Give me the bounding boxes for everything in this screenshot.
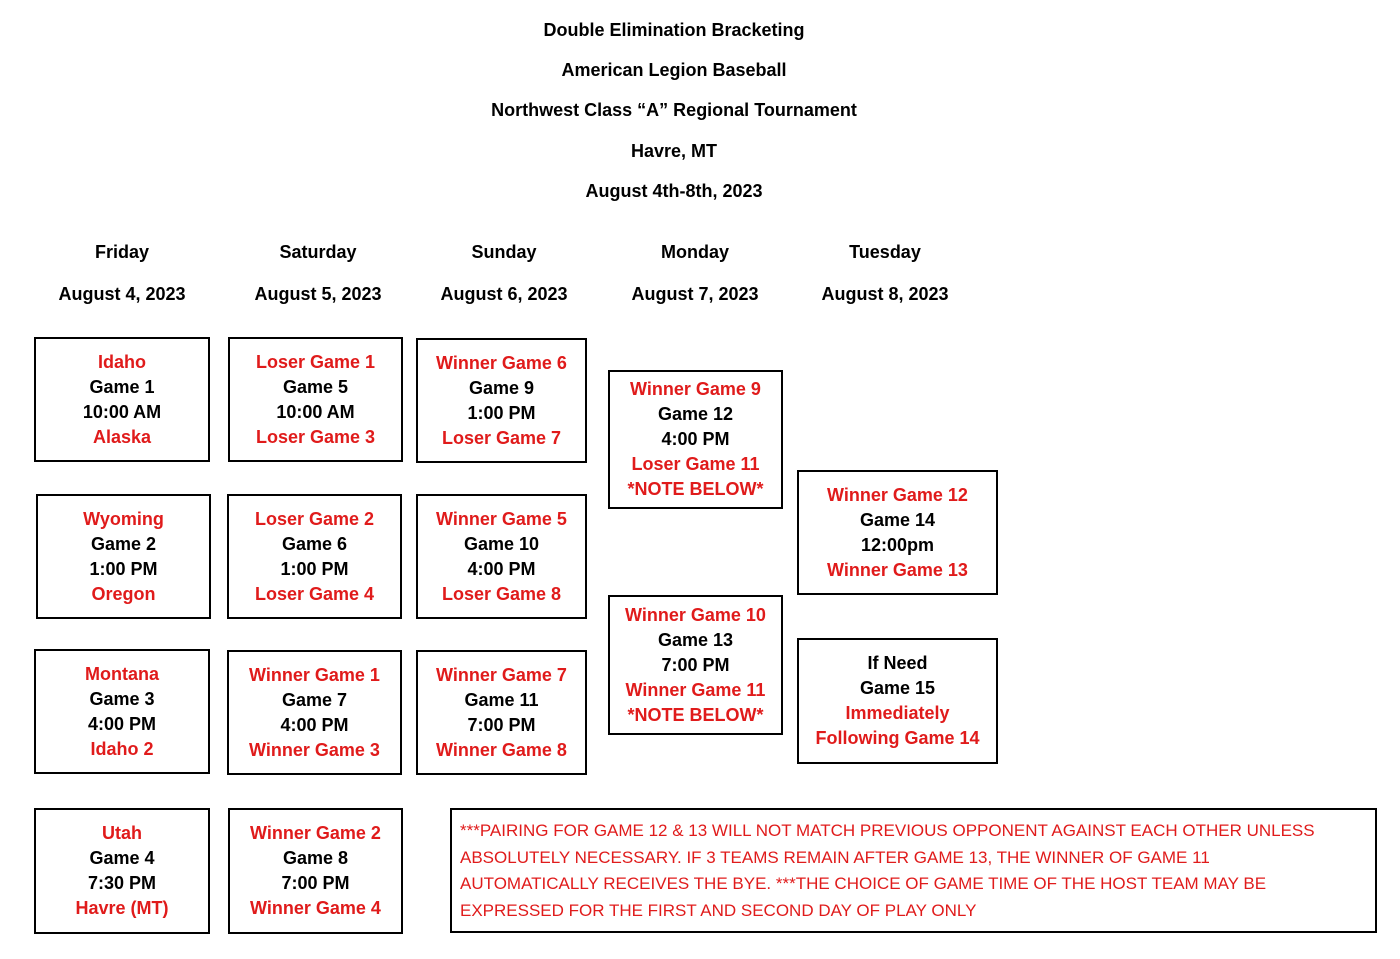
game-8-label: Game 8 [282,848,349,868]
game-11-label: Game 11 [464,689,539,710]
game-10-box [416,494,587,619]
game-11-away: Winner Game 8 [436,739,567,760]
tournament-dates: August 4th-8th, 2023 [585,181,763,201]
game-3-time: 4:00 PM [87,713,157,734]
game-13-note: *NOTE BELOW* [627,704,764,725]
game-12-home: Winner Game 9 [630,379,761,399]
game-9-time: 1:00 PM [467,402,536,423]
day-friday: Friday [94,242,150,262]
game-14-label: Game 14 [859,509,936,530]
game-7-label: Game 7 [281,689,348,710]
date-tuesday: August 8, 2023 [821,284,949,304]
organization-title: American Legion Baseball [561,60,787,80]
date-saturday: August 5, 2023 [254,284,382,304]
game-5-away: Loser Game 3 [255,426,376,447]
game-7-time: 4:00 PM [280,714,349,735]
game-6-away: Loser Game 4 [254,583,375,604]
game-2-away: Oregon [91,583,156,604]
game-15-timing: Following Game 14 [815,728,980,748]
game-3-box [34,649,210,774]
game-5-home: Loser Game 1 [255,351,376,372]
game-13-away: Winner Game 11 [625,679,766,700]
date-sunday: August 6, 2023 [440,284,568,304]
game-8-box [228,808,403,934]
game-9-label: Game 9 [468,377,535,398]
game-13-time: 7:00 PM [661,654,730,675]
game-7-away: Winner Game 3 [249,739,380,760]
game-10-home: Winner Game 5 [436,508,567,529]
game-12-box [608,370,783,509]
game-4-label: Game 4 [89,848,155,868]
game-1-home: Idaho [98,351,146,372]
game-3-away: Idaho 2 [90,738,154,759]
game-6-box [227,494,402,619]
game-14-away: Winner Game 13 [827,559,968,580]
game-13-box [608,595,783,735]
game-2-home: Wyoming [83,508,164,529]
game-4-box [34,808,210,934]
game-11-box [416,650,587,775]
game-4-home: Utah [102,823,142,843]
pairing-note-line-3: AUTOMATICALLY RECEIVES THE BYE. ***THE CHOICE OF GAME TIME OF THE HOST TEAM MAY BE [460,874,1267,893]
game-14-time: 12:00pm [860,534,935,555]
game-8-home: Winner Game 2 [250,823,381,843]
game-7-box [227,650,402,775]
game-5-box [228,337,403,462]
game-13-label: Game 13 [657,629,734,650]
game-3-home: Montana [85,663,159,684]
game-6-home: Loser Game 2 [254,508,375,529]
game-2-box [36,494,211,619]
game-14-box [797,470,998,595]
date-monday: August 7, 2023 [631,284,759,304]
game-1-away: Alaska [92,426,152,447]
day-sunday: Sunday [471,242,537,262]
pairing-note-box [450,808,1377,933]
game-5-time: 10:00 AM [276,401,355,422]
game-12-label: Game 12 [657,404,734,424]
tournament-title: Northwest Class “A” Regional Tournament [491,100,857,120]
location-title: Havre, MT [630,141,718,161]
game-15-box [797,638,998,764]
game-9-away: Loser Game 7 [441,427,562,448]
game-15-condition: If Need [867,653,928,673]
game-13-home: Winner Game 10 [625,604,766,625]
game-9-box [416,338,587,463]
game-11-time: 7:00 PM [467,714,536,735]
game-9-home: Winner Game 6 [436,352,567,373]
game-1-box [34,337,210,462]
game-12-time: 4:00 PM [661,429,730,449]
game-6-time: 1:00 PM [280,558,349,579]
game-8-time: 7:00 PM [281,873,350,893]
day-monday: Monday [660,242,729,262]
game-10-label: Game 10 [463,533,540,554]
game-2-time: 1:00 PM [89,558,158,579]
game-10-away: Loser Game 8 [441,583,562,604]
game-4-time: 7:30 PM [87,873,157,893]
pairing-note-line-4: EXPRESSED FOR THE FIRST AND SECOND DAY OF PLAY ONLY [460,900,977,920]
game-6-label: Game 6 [281,533,348,554]
game-11-home: Winner Game 7 [436,664,567,685]
date-friday: August 4, 2023 [58,284,186,304]
game-10-time: 4:00 PM [467,558,536,579]
bracket-title: Double Elimination Bracketing [543,20,805,40]
game-8-away: Winner Game 4 [250,898,381,918]
game-5-label: Game 5 [282,376,349,397]
day-saturday: Saturday [279,242,357,262]
game-12-note: *NOTE BELOW* [627,479,764,499]
game-1-label: Game 1 [89,376,155,397]
pairing-note-line-2: ABSOLUTELY NECESSARY. IF 3 TEAMS REMAIN AFTER GAME 13, THE WINNER OF GAME 11 [460,847,1210,867]
game-7-home: Winner Game 1 [249,664,380,685]
game-14-home: Winner Game 12 [827,484,968,505]
pairing-note-line-1: ***PAIRING FOR GAME 12 & 13 WILL NOT MATCH PREVIOUS OPPONENT AGAINST EACH OTHER UNLESS [460,821,1315,840]
game-15-time: Immediately [845,703,950,723]
game-2-label: Game 2 [90,533,157,554]
game-3-label: Game 3 [89,688,155,709]
game-15-label: Game 15 [859,678,936,698]
game-4-away: Havre (MT) [75,898,169,918]
day-tuesday: Tuesday [849,242,921,262]
game-1-time: 10:00 AM [82,401,162,422]
game-12-away: Loser Game 11 [631,454,760,474]
